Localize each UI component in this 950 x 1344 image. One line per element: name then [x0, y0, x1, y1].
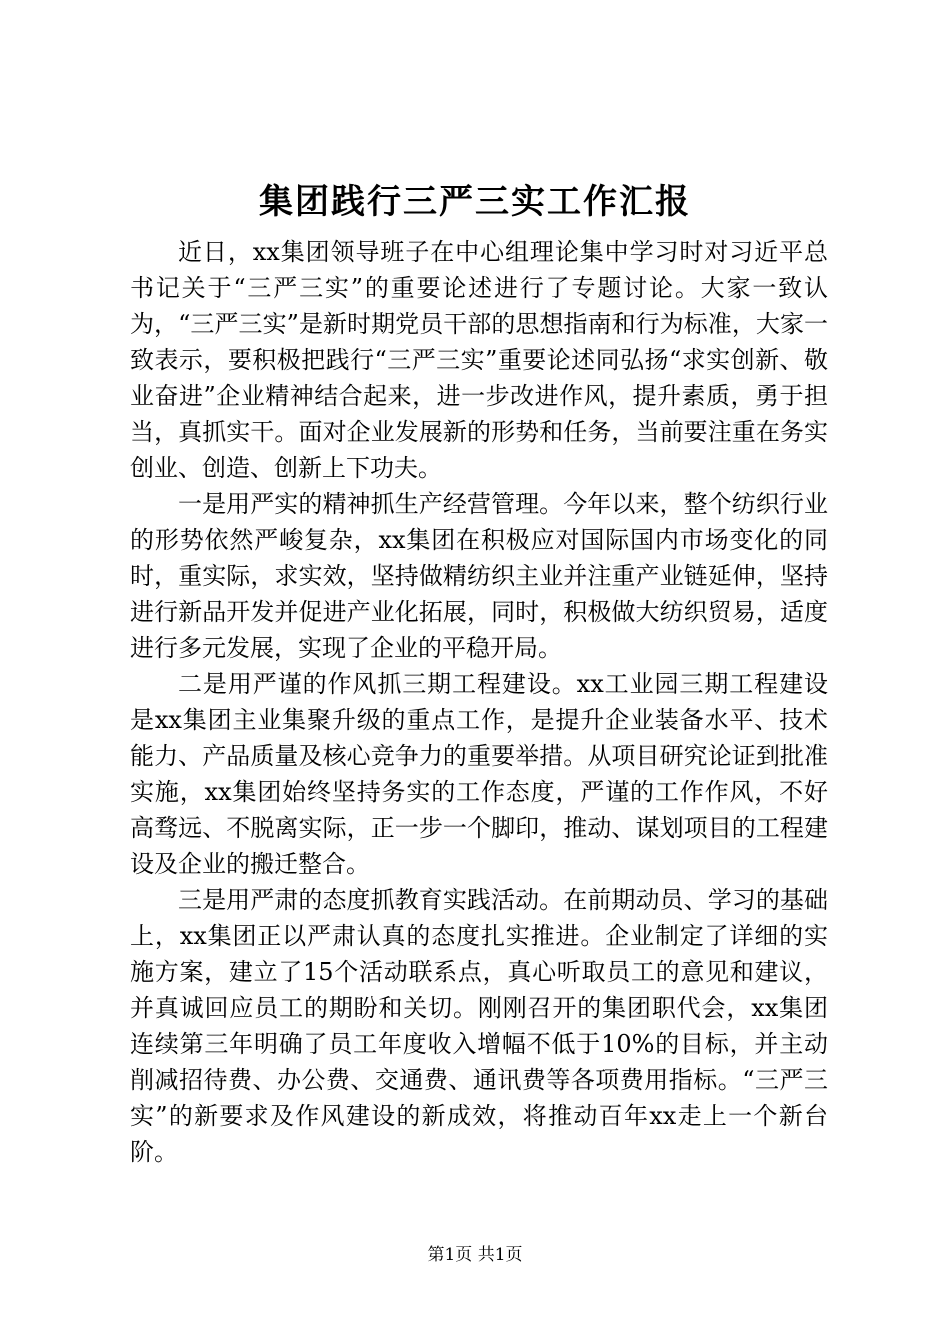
paragraph-one: 一是用严实的精神抓生产经营管理。今年以来，整个纺织行业的形势依然严峻复杂，xx集团在积极应对国际国内市场变化的同时，重实际，求实效，坚持做精纺织主业并注重产业链延伸，坚持进行新品开发并促进产业化拓展，同时，积极做大纺织贸易，适度进行多元发展，实现了企业的平稳开局。 [130, 490, 828, 662]
document-body [130, 234, 828, 1170]
document-title: 集团践行三严三实工作汇报 [259, 182, 691, 222]
paragraph-three: 三是用严肃的态度抓教育实践活动。在前期动员、学习的基础上，xx集团正以严肃认真的态度扎实推进。企业制定了详细的实施方案，建立了15个活动联系点，真心听取员工的意见和建议，并真诚回应员工的期盼和关切。刚刚召开的集团职代会，xx集团连续第三年明确了员工年度收入增幅不低于10%的目标，并主动削减招待费、办公费、交通费、通讯费等各项费用指标。“三严三实”的新要求及作风建设的新成效，将推动百年xx走上一个新台阶。 [130, 886, 828, 1166]
paragraph-two: 二是用严谨的作风抓三期工程建设。xx工业园三期工程建设是xx集团主业集聚升级的重点工作，是提升企业装备水平、技术能力、产品质量及核心竞争力的重要举措。从项目研究论证到批准实施，xx集团始终坚持务实的工作态度，严谨的工作作风，不好高骛远、不脱离实际，正一步一个脚印，推动、谋划项目的工程建设及企业的搬迁整合。 [130, 670, 828, 878]
paragraph-intro: 近日，xx集团领导班子在中心组理论集中学习时对习近平总书记关于“三严三实”的重要论述进行了专题讨论。大家一致认为，“三严三实”是新时期党员干部的思想指南和行为标准，大家一致表示，要积极把践行“三严三实”重要论述同弘扬“求实创新、敬业奋进”企业精神结合起来，进一步改进作风，提升素质，勇于担当，真抓实干。面对企业发展新的形势和任务，当前要注重在务实创业、创造、创新上下功夫。 [130, 238, 828, 482]
page-footer: 第1页 共1页 [427, 1245, 523, 1265]
